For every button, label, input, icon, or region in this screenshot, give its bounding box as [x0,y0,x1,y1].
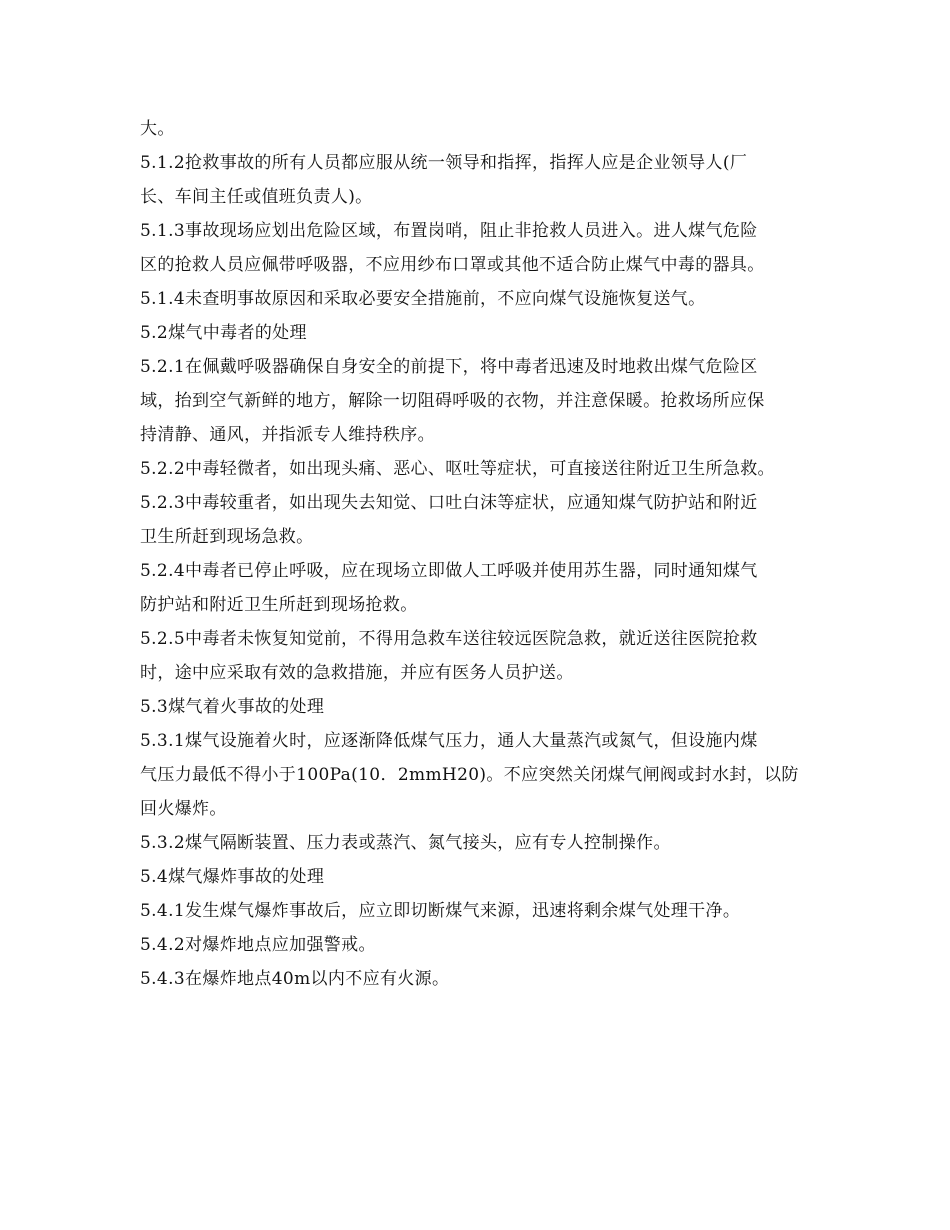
text-line: 卫生所赶到现场急救。 [140,527,314,547]
text-line: 5.2.5中毒者未恢复知觉前，不得用急救车送往较远医院急救，就近送往医院抢救 [140,629,758,649]
section-heading: 5.2煤气中毒者的处理 [140,323,307,343]
text-line: 5.2.1在佩戴呼吸器确保自身安全的前提下，将中毒者迅速及时地救出煤气危险区 [140,357,758,377]
text-line: 长、车间主任或值班负责人)。 [140,187,373,207]
section-heading: 5.4煤气爆炸事故的处理 [140,867,325,887]
text-line: 5.1.3事故现场应划出危险区域，布置岗哨，阻止非抢救人员进入。进人煤气危险 [140,221,758,241]
text-line: 5.1.2抢救事故的所有人员都应服从统一领导和指挥，指挥人应是企业领导人(厂 [140,153,748,173]
text-line: 5.2.2中毒轻微者，如出现头痛、恶心、呕吐等症状，可直接送往附近卫生所急救。 [140,459,775,479]
text-line: 区的抢救人员应佩带呼吸器，不应用纱布口罩或其他不适合防止煤气中毒的器具。 [140,255,765,275]
text-line: 5.1.4未查明事故原因和采取必要安全措施前，不应向煤气设施恢复送气。 [140,289,706,309]
text-line: 持清静、通风，并指派专人维持秩序。 [140,425,435,445]
text-line: 5.3.2煤气隔断装置、压力表或蒸汽、氮气接头，应有专人控制操作。 [140,833,671,853]
text-line: 域，抬到空气新鲜的地方，解除一切阻碍呼吸的衣物，并注意保暖。抢救场所应保 [140,391,765,411]
text-line: 5.2.4中毒者已停止呼吸，应在现场立即做人工呼吸并使用苏生器，同时通知煤气 [140,561,758,581]
text-line: 气压力最低不得小于100Pa(10．2mmH20)。不应突然关闭煤气闸阀或封水封，以防 [140,765,799,785]
text-line: 5.4.1发生煤气爆炸事故后，应立即切断煤气来源，迅速将剩余煤气处理干净。 [140,901,741,921]
text-line: 5.2.3中毒较重者，如出现失去知觉、口吐白沫等症状，应通知煤气防护站和附近 [140,493,758,513]
text-line: 5.4.3在爆炸地点40m以内不应有火源。 [140,969,450,989]
text-line: 回火爆炸。 [140,799,227,819]
text-line: 防护站和附近卫生所赶到现场抢救。 [140,595,418,615]
text-line: 5.3.1煤气设施着火时，应逐渐降低煤气压力，通人大量蒸汽或氮气，但设施内煤 [140,731,758,751]
text-line: 5.4.2对爆炸地点应加强警戒。 [140,935,376,955]
section-heading: 5.3煤气着火事故的处理 [140,697,325,717]
document-body [140,112,820,996]
text-line: 大。 [140,119,175,139]
text-line: 时，途中应采取有效的急救措施，并应有医务人员护送。 [140,663,574,683]
